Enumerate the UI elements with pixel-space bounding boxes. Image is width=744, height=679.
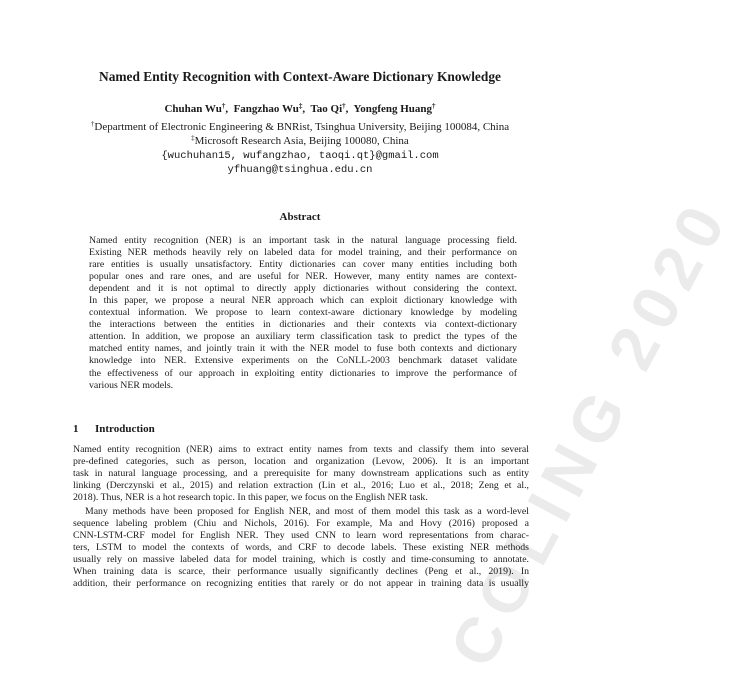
body-line: usually rely on massive labeled data for model training, which is costly and time-consuming to annotate. xyxy=(73,554,529,566)
abstract-line: dependent and it is not optimal to directly apply dictionaries without considering the context. xyxy=(89,283,517,295)
affiliation-mark: ‡ xyxy=(191,134,195,142)
abstract-line: popular ones and rare ones, and are useful for NER. However, many entity names are context- xyxy=(89,271,517,283)
abstract-heading: Abstract xyxy=(279,211,321,223)
body-line: Named entity recognition (NER) aims to extract entity names from texts and classify them into several xyxy=(73,444,529,455)
author-list: Chuhan Wu†, Fangzhao Wu‡, Tao Qi†, Yongfeng Huang† xyxy=(164,102,436,115)
section-number: 1 xyxy=(73,423,79,435)
body-line: addition, their performance on recognizing entities that rarely or do not appear in training data is usually xyxy=(73,578,529,590)
affiliation xyxy=(0,121,600,133)
body-line: task in natural language processing, and a prerequisite for many downstream applications such as entity xyxy=(73,468,529,480)
author-mark: † xyxy=(342,102,346,110)
affiliation-text: Microsoft Research Asia, Beijing 100080, China xyxy=(194,135,409,147)
author-name: Tao Qi xyxy=(310,103,343,115)
author-mark: † xyxy=(221,102,226,110)
intro-body xyxy=(73,444,529,590)
abstract-line: the interactions between the entities in dictionaries and their contexts via context-dictionary xyxy=(89,319,517,331)
abstract-body xyxy=(89,235,517,392)
body-line: 2018). Thus, NER is a hot research topic. In this paper, we focus on the English NER task. xyxy=(73,492,428,504)
body-line: CNN-LSTM-CRF model for English NER. They used CNN to learn word representations from charac- xyxy=(73,530,529,542)
abstract-line: various NER models. xyxy=(89,379,174,391)
section-heading xyxy=(73,423,155,435)
paper-title: Named Entity Recognition with Context-Aware Dictionary Knowledge xyxy=(99,69,501,84)
watermark: COLING 2020 xyxy=(435,185,744,679)
abstract-line: contextual information. We propose to learn context-aware dictionary knowledge by modeling xyxy=(89,307,517,319)
abstract-line: In this paper, we propose a neural NER approach which can exploit dictionary knowledge with xyxy=(89,295,517,307)
author-mark: ‡ xyxy=(298,102,303,110)
abstract-line: the effectiveness of our approach in exploiting entity dictionaries to improve the performance of xyxy=(89,367,517,379)
body-line: sequence labeling problem (Chiu and Nichols, 2016). For example, Ma and Hovy (2016) proposed a xyxy=(73,518,529,530)
email-line: yfhuang@tsinghua.edu.cn xyxy=(227,164,373,176)
author-name: Chuhan Wu xyxy=(164,103,222,115)
body-line: When training data is scarce, their performance usually significantly declines (Peng et al., 2019). In xyxy=(73,566,529,578)
email-line: {wuchuhan15, wufangzhao, taoqi.qt}@gmail.com xyxy=(161,150,439,162)
affiliation-text: Department of Electronic Engineering & BNRist, Tsinghua University, Beijing 100084, China xyxy=(94,121,510,133)
abstract-line: Named entity recognition (NER) is an important task in the natural language processing field. xyxy=(89,235,517,246)
author-name: Fangzhao Wu xyxy=(233,103,299,115)
author-mark: † xyxy=(432,102,436,110)
affiliation xyxy=(0,135,600,147)
abstract-line: Existing NER methods heavily rely on labeled data for model training, and their performance on xyxy=(89,247,517,259)
abstract-line: attention. In addition, we propose an auxiliary term classification task to predict the types of the xyxy=(89,331,517,343)
body-line: Many methods have been proposed for English NER, and most of them model this task as a word-level xyxy=(85,506,529,518)
abstract-line: rare entities is usually unsatisfactory. Entity dictionaries can cover many entities including both xyxy=(89,259,517,271)
abstract-line: knowledge into NER. Extensive experiments on the CoNLL-2003 benchmark dataset validate xyxy=(89,355,517,367)
body-line: pre-defined categories, such as person, location and organization (Levow, 2006). It is an important xyxy=(73,456,529,468)
body-line: ters, LSTM to model the contexts of words, and CRF to decode labels. These existing NER methods xyxy=(73,542,529,554)
affiliation-mark: † xyxy=(90,120,95,128)
author-name: Yongfeng Huang xyxy=(353,103,433,115)
abstract-line: matched entity names, and jointly train it with the NER model to fuse both contexts and dictionary xyxy=(89,343,517,355)
body-line: linking (Derczynski et al., 2015) and relation extraction (Lin et al., 2016; Luo et al., 2018; Zeng et al., xyxy=(73,480,529,492)
section-title: Introduction xyxy=(95,423,155,435)
